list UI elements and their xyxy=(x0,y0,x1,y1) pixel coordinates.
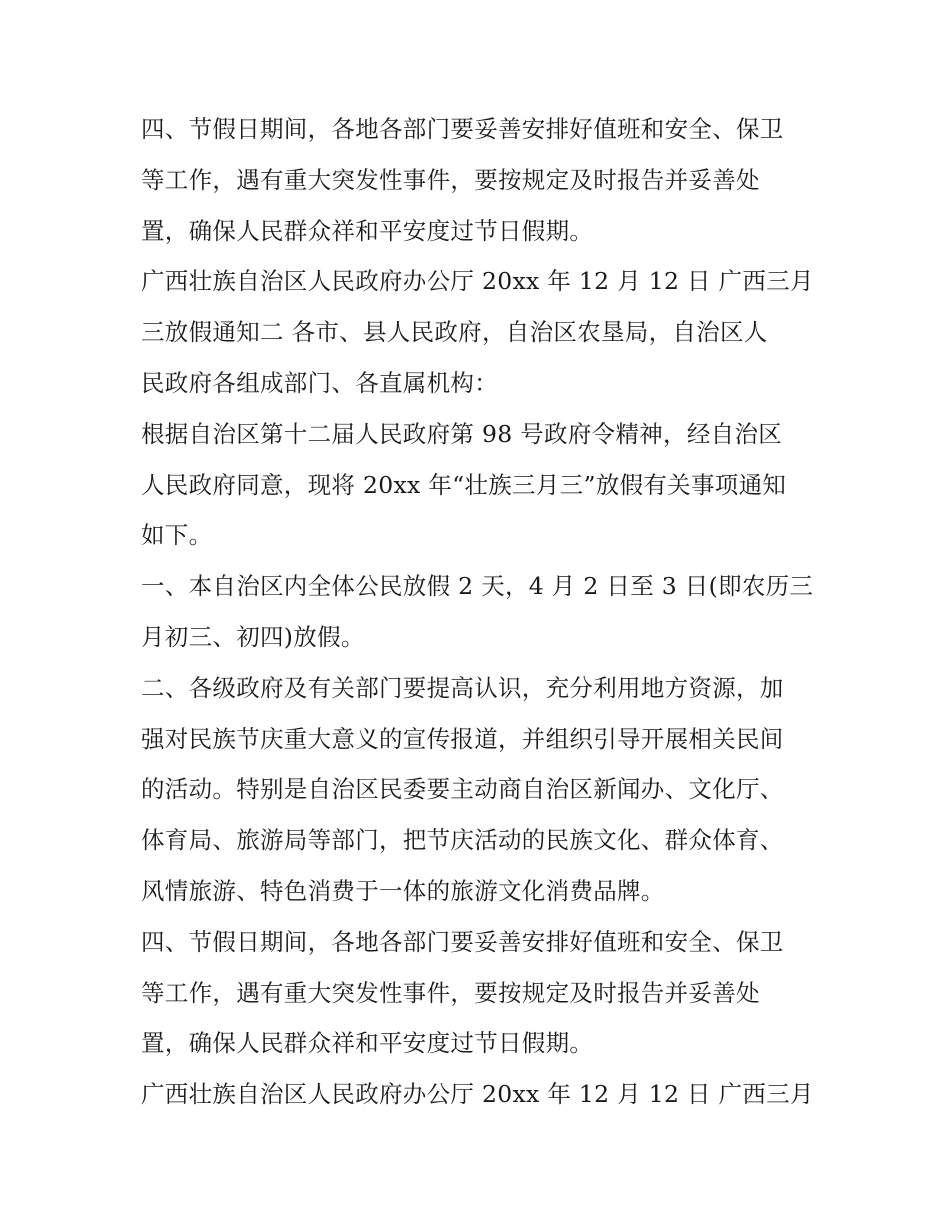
paragraph-holiday-duty-repeat xyxy=(141,917,821,1069)
text-line: 强对民族节庆重大意义的宣传报道，并组织引导开展相关民间 xyxy=(141,724,784,753)
paragraph-item-two xyxy=(141,663,821,917)
text-line: 三放假通知二 各市、县人民政府，自治区农垦局，自治区人 xyxy=(141,318,768,347)
paragraph-notice-intro xyxy=(141,409,821,561)
text-line: 一、本自治区内全体公民放假 2 天，4 月 2 日至 3 日(即农历三 xyxy=(141,572,814,601)
paragraph-holiday-duty xyxy=(141,104,821,256)
text-line: 等工作，遇有重大突发性事件，要按规定及时报告并妥善处 xyxy=(141,978,760,1007)
document-body xyxy=(141,104,821,1120)
text-line: 人民政府同意，现将 20xx 年“壮族三月三”放假有关事项通知 xyxy=(141,470,787,499)
paragraph-issuer-repeat xyxy=(141,1069,821,1120)
text-line: 置，确保人民群众祥和平安度过节日假期。 xyxy=(141,1029,594,1058)
text-line: 民政府各组成部门、各直属机构： xyxy=(141,368,498,397)
text-line: 置，确保人民群众祥和平安度过节日假期。 xyxy=(141,216,594,245)
text-line: 如下。 xyxy=(141,521,213,550)
text-line: 的活动。特别是自治区民委要主动商自治区新闻办、文化厅、 xyxy=(141,775,784,804)
text-line: 根据自治区第十二届人民政府第 98 号政府令精神，经自治区 xyxy=(141,419,783,448)
text-line: 四、节假日期间，各地各部门要妥善安排好值班和安全、保卫 xyxy=(141,115,784,143)
paragraph-item-one xyxy=(141,561,821,663)
text-line: 月初三、初四)放假。 xyxy=(141,622,365,651)
text-line: 广西壮族自治区人民政府办公厅 20xx 年 12 月 12 日 广西三月 xyxy=(141,267,814,296)
text-line: 风情旅游、特色消费于一体的旅游文化消费品牌。 xyxy=(141,876,665,905)
text-line: 二、各级政府及有关部门要提高认识，充分利用地方资源，加 xyxy=(141,673,784,702)
text-line: 四、节假日期间，各地各部门要妥善安排好值班和安全、保卫 xyxy=(141,927,784,956)
paragraph-issuer-and-recipients xyxy=(141,256,821,408)
text-line: 广西壮族自治区人民政府办公厅 20xx 年 12 月 12 日 广西三月 xyxy=(141,1080,814,1109)
text-line: 体育局、旅游局等部门，把节庆活动的民族文化、群众体育、 xyxy=(141,826,784,855)
text-line: 等工作，遇有重大突发性事件，要按规定及时报告并妥善处 xyxy=(141,165,760,194)
